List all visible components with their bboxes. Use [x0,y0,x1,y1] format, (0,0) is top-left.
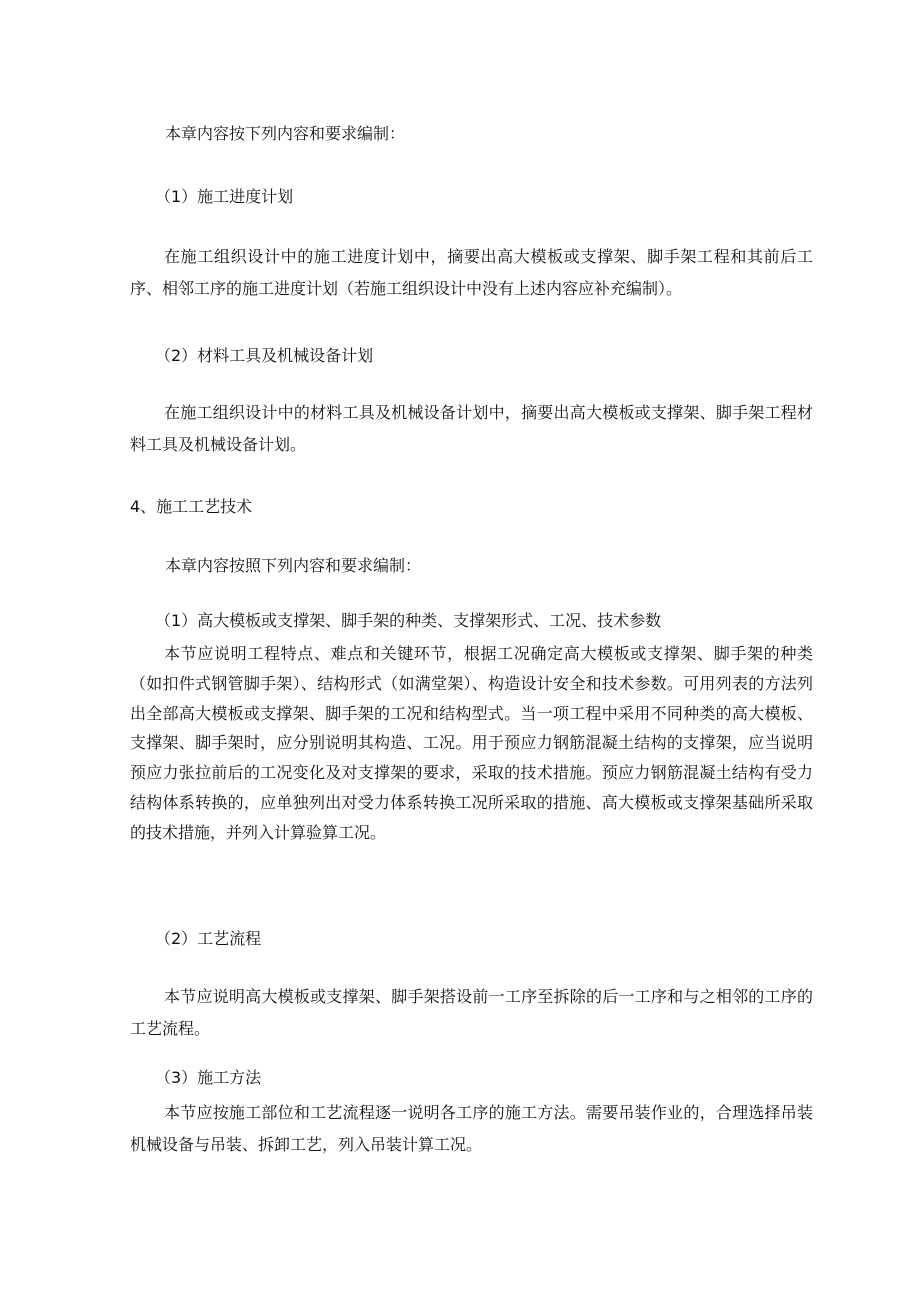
section-4-intro: 本章内容按照下列内容和要求编制： [165,556,422,575]
heading-types-parameters: （1）高大模板或支撑架、脚手架的种类、支撑架形式、工况、技术参数 [155,611,662,630]
heading-schedule-plan: （1）施工进度计划 [155,187,294,206]
heading-materials-plan: （2）材料工具及机械设备计划 [155,346,374,365]
intro-paragraph: 本章内容按下列内容和要求编制： [165,124,406,143]
heading-process-flow: （2）工艺流程 [155,929,262,948]
paragraph-process-flow: 本节应说明高大模板或支撑架、脚手架搭设前一工序至拆除的后一工序和与之相邻的工序的工艺流程。 [130,987,813,1038]
paragraph-types-parameters: 本节应说明工程特点、难点和关键环节，根据工况确定高大模板或支撑架、脚手架的种类（如扣件式钢管脚手架）、结构形式（如满堂架）、构造设计安全和技术参数。可用列表的方法列出全部高大模板或支撑架、脚手架的工况和结构型式。当一项工程中采用不同种类的高大模板、支撑架、脚手架时，应分别说明其构造、工况。用于预应力钢筋混凝土结构的支撑架，应当说明预应力张拉前后的工况变化及对支撑架的要求，采取的技术措施。预应力钢筋混凝土结构有受力结构体系转换的，应单独列出对受力体系转换工况所采取的措施、高大模板或支撑架基础所采取的技术措施，并列入计算验算工况。 [130,644,813,842]
paragraph-construction-method: 本节应按施工部位和工艺流程逐一说明各工序的施工方法。需要吊装作业的，合理选择吊装机械设备与吊装、拆卸工艺，列入吊装计算工况。 [130,1103,813,1154]
paragraph-materials-plan: 在施工组织设计中的材料工具及机械设备计划中，摘要出高大模板或支撑架、脚手架工程材料工具及机械设备计划。 [130,403,813,454]
heading-construction-method: （3）施工方法 [155,1068,262,1087]
paragraph-schedule-plan: 在施工组织设计中的施工进度计划中，摘要出高大模板或支撑架、脚手架工程和其前后工序、相邻工序的施工进度计划（若施工组织设计中没有上述内容应补充编制）。 [130,247,813,298]
section-4-heading: 4、施工工艺技术 [130,497,253,516]
